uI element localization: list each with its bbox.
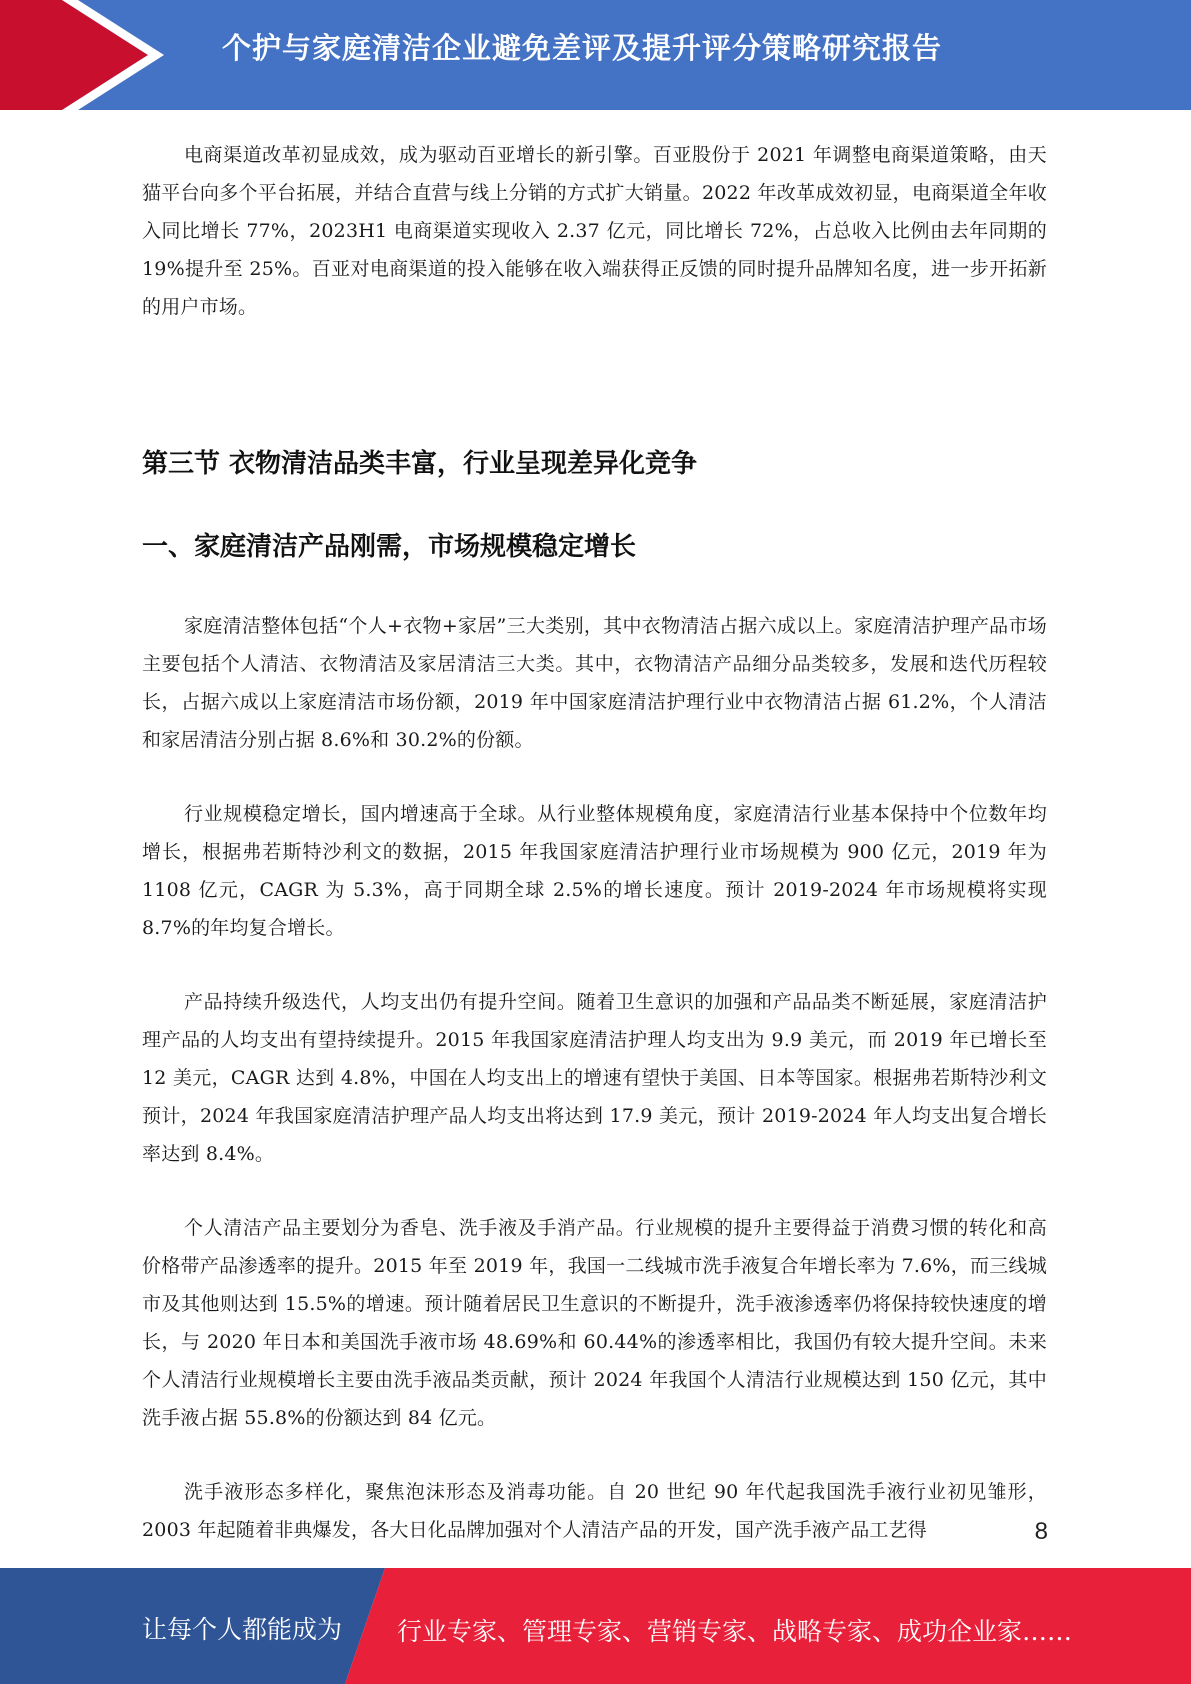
body-paragraph-3: 产品持续升级迭代，人均支出仍有提升空间。随着卫生意识的加强和产品品类不断延展，家庭清洁护理产品的人均支出有望持续提升。2015 年我国家庭清洁护理人均支出为 9.9 美元，而 2019 年已增长至 12 美元，CAGR 达到 4.8%，中国在人均支出上的增速有望快于美国、日本等国家。根据弗若斯特沙利文预计，2024 年我国家庭清洁护理产品人均支出将达到 17.9 美元，预计 2019-2024 年人均支出复合增长率达到 8.4%。 bbox=[142, 991, 1047, 1165]
body-paragraph-5: 洗手液形态多样化，聚焦泡沫形态及消毒功能。自 20 世纪 90 年代起我国洗手液行业初见雏形，2003 年起随着非典爆发，各大日化品牌加强对个人清洁产品的开发，国产洗手液产品工艺得 bbox=[142, 1481, 1047, 1541]
header-red-arrow bbox=[0, 0, 148, 110]
page-footer bbox=[0, 1568, 1191, 1684]
footer-slogan-right: 行业专家、管理专家、营销专家、战略专家、成功企业家…… bbox=[397, 1617, 1073, 1646]
subsection-title: 一、家庭清洁产品刚需，市场规模稳定增长 bbox=[142, 532, 637, 562]
intro-paragraph: 电商渠道改革初显成效，成为驱动百亚增长的新引擎。百亚股份于 2021 年调整电商渠道策略，由天猫平台向多个平台拓展，并结合直营与线上分销的方式扩大销量。2022 年改革成效初显，电商渠道全年收入同比增长 77%，2023H1 电商渠道实现收入 2.37 亿元，同比增长 72%，占总收入比例由去年同期的 19%提升至 25%。百亚对电商渠道的投入能够在收入端获得正反馈的同时提升品牌知名度，进一步开拓新的用户市场。 bbox=[142, 144, 1047, 318]
page-header bbox=[0, 0, 1191, 110]
section-title: 第三节 衣物清洁品类丰富，行业呈现差异化竞争 bbox=[142, 449, 698, 479]
body-paragraph-4: 个人清洁产品主要划分为香皂、洗手液及手消产品。行业规模的提升主要得益于消费习惯的转化和高价格带产品渗透率的提升。2015 年至 2019 年，我国一二线城市洗手液复合年增长率为 7.6%，而三线城市及其他则达到 15.5%的增速。预计随着居民卫生意识的不断提升，洗手液渗透率仍将保持较快速度的增长，与 2020 年日本和美国洗手液市场 48.69%和 60.44%的渗透率相比，我国仍有较大提升空间。未来个人清洁行业规模增长主要由洗手液品类贡献，预计 2024 年我国个人清洁行业规模达到 150 亿元，其中洗手液占据 55.8%的份额达到 84 亿元。 bbox=[142, 1217, 1047, 1429]
page-content bbox=[142, 136, 1047, 1549]
page-number: 8 bbox=[1034, 1518, 1048, 1545]
body-paragraph-1: 家庭清洁整体包括“个人+衣物+家居”三大类别，其中衣物清洁占据六成以上。家庭清洁护理产品市场主要包括个人清洁、衣物清洁及家居清洁三大类。其中，衣物清洁产品细分品类较多，发展和迭代历程较长，占据六成以上家庭清洁市场份额，2019 年中国家庭清洁护理行业中衣物清洁占据 61.2%，个人清洁和家居清洁分别占据 8.6%和 30.2%的份额。 bbox=[142, 615, 1047, 751]
body-paragraph-2: 行业规模稳定增长，国内增速高于全球。从行业整体规模角度，家庭清洁行业基本保持中个位数年均增长，根据弗若斯特沙利文的数据，2015 年我国家庭清洁护理行业市场规模为 900 亿元，2019 年为 1108 亿元，CAGR 为 5.3%，高于同期全球 2.5%的增长速度。预计 2019-2024 年市场规模将实现 8.7%的年均复合增长。 bbox=[142, 803, 1047, 939]
footer-slogan-left: 让每个人都能成为 bbox=[142, 1615, 343, 1644]
report-title: 个护与家庭清洁企业避免差评及提升评分策略研究报告 bbox=[222, 31, 943, 65]
